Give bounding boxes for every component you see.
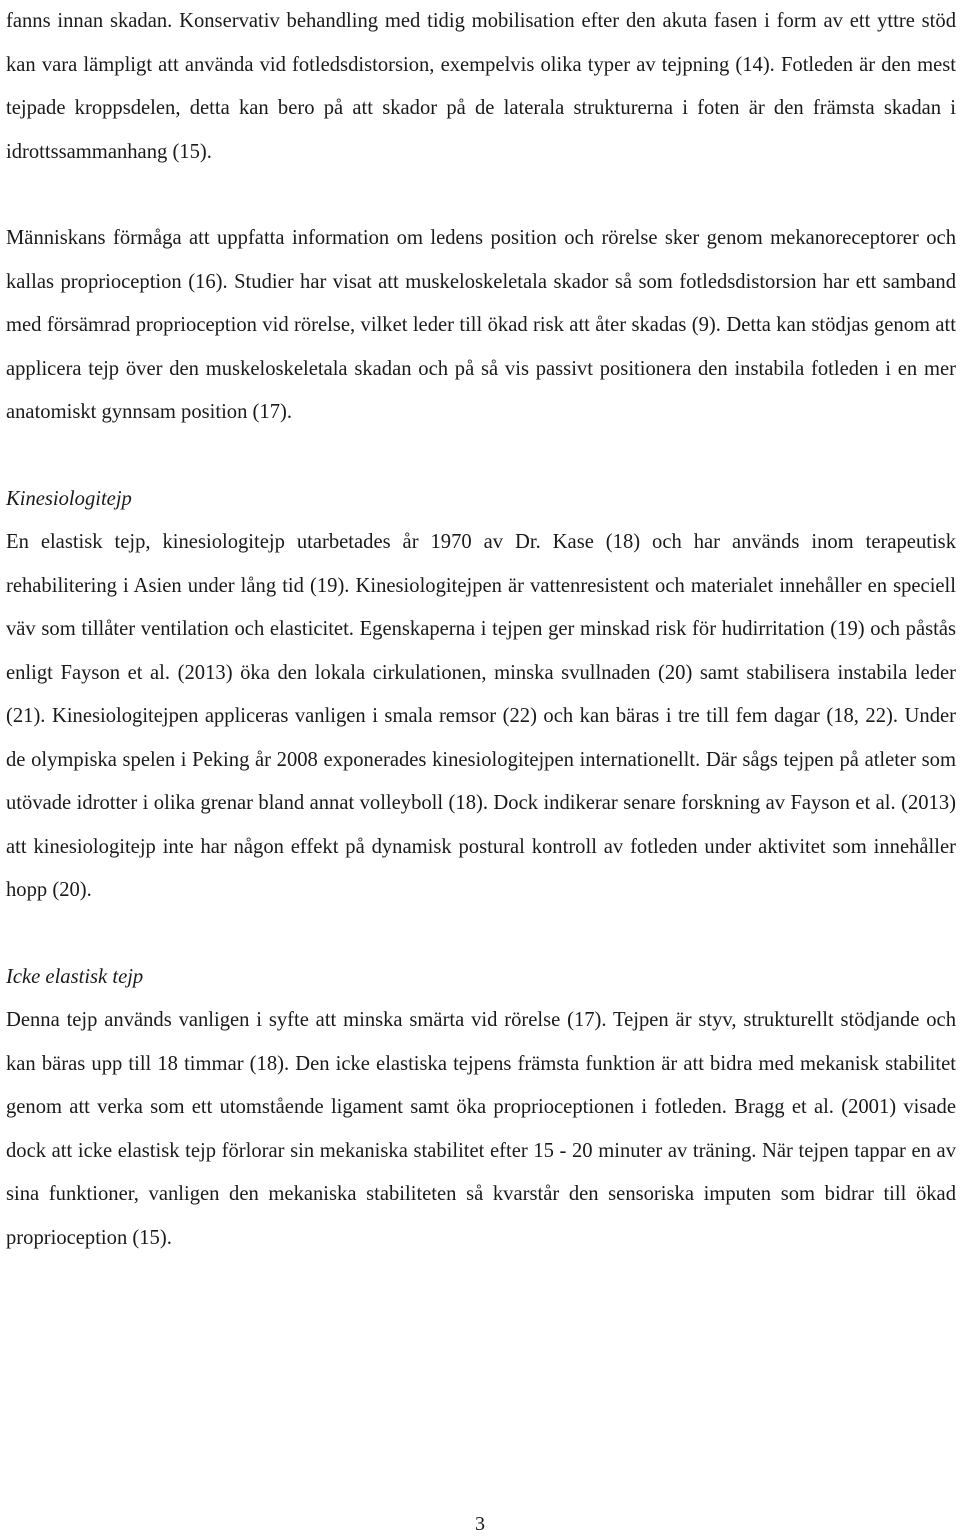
paragraph-intro: fanns innan skadan. Konservativ behandling med tidig mobilisation efter den akuta fasen i form av ett yttre stöd kan vara lämpligt att använda vid fotledsdistorsion, exempelvis olika typer av tejpning (14). Fotleden är den mest tejpade kroppsdelen, detta kan bero på att skador på de laterala strukturerna i foten är den främsta skadan i idrottssammanhang (15). xyxy=(6,10,956,163)
paragraph-icke-elastisk-tejp: Denna tejp används vanligen i syfte att minska smärta vid rörelse (17). Tejpen är styv, strukturellt stödjande och kan bäras upp till 18 timmar (18). Den icke elastiska tejpens främsta funktion är att bidra med mekanisk stabilitet genom att verka som ett utomstående ligament samt öka proprioceptionen i fotleden. Bragg et al. (2001) visade dock att icke elastisk tejp förlorar sin mekaniska stabilitet efter 15 - 20 minuter av träning. När tejpen tappar en av sina funktioner, vanligen den mekaniska stabiliteten så kvarstår den sensoriska imputen som bidrar till ökad proprioception (15). xyxy=(6,1009,956,1249)
paragraph-proprioception: Människans förmåga att uppfatta information om ledens position och rörelse sker genom mekanoreceptorer och kallas proprioception (16). Studier har visat att muskeloskeletala skador så som fotledsdistorsion har ett samband med försämrad proprioception vid rörelse, vilket leder till ökad risk att åter skadas (9). Detta kan stödjas genom att applicera tejp över den muskeloskeletala skadan och på så vis passivt positionera den instabila fotleden i en mer anatomiskt gynnsam position (17). xyxy=(6,227,956,423)
heading-icke-elastisk-tejp: Icke elastisk tejp xyxy=(6,965,144,988)
document-page xyxy=(6,0,956,1260)
page-number: 3 xyxy=(475,1513,485,1535)
heading-kinesiologitejp: Kinesiologitejp xyxy=(6,487,132,510)
paragraph-kinesiologitejp: En elastisk tejp, kinesiologitejp utarbetades år 1970 av Dr. Kase (18) och har används inom terapeutisk rehabilitering i Asien under lång tid (19). Kinesiologitejpen är vattenresistent och materialet innehåller en speciell väv som tillåter ventilation och elasticitet. Egenskaperna i tejpen ger minskad risk för hudirritation (19) och påstås enligt Fayson et al. (2013) öka den lokala cirkulationen, minska svullnaden (20) samt stabilisera instabila leder (21). Kinesiologitejpen appliceras vanligen i smala remsor (22) och kan bäras i tre till fem dagar (18, 22). Under de olympiska spelen i Peking år 2008 exponerades kinesiologitejpen internationellt. Där sågs tejpen på atleter som utövade idrotter i olika grenar bland annat volleyboll (18). Dock indikerar senare forskning av Fayson et al. (2013) att kinesiologitejp inte har någon effekt på dynamisk postural kontroll av fotleden under aktivitet som innehåller hopp (20). xyxy=(6,531,956,901)
